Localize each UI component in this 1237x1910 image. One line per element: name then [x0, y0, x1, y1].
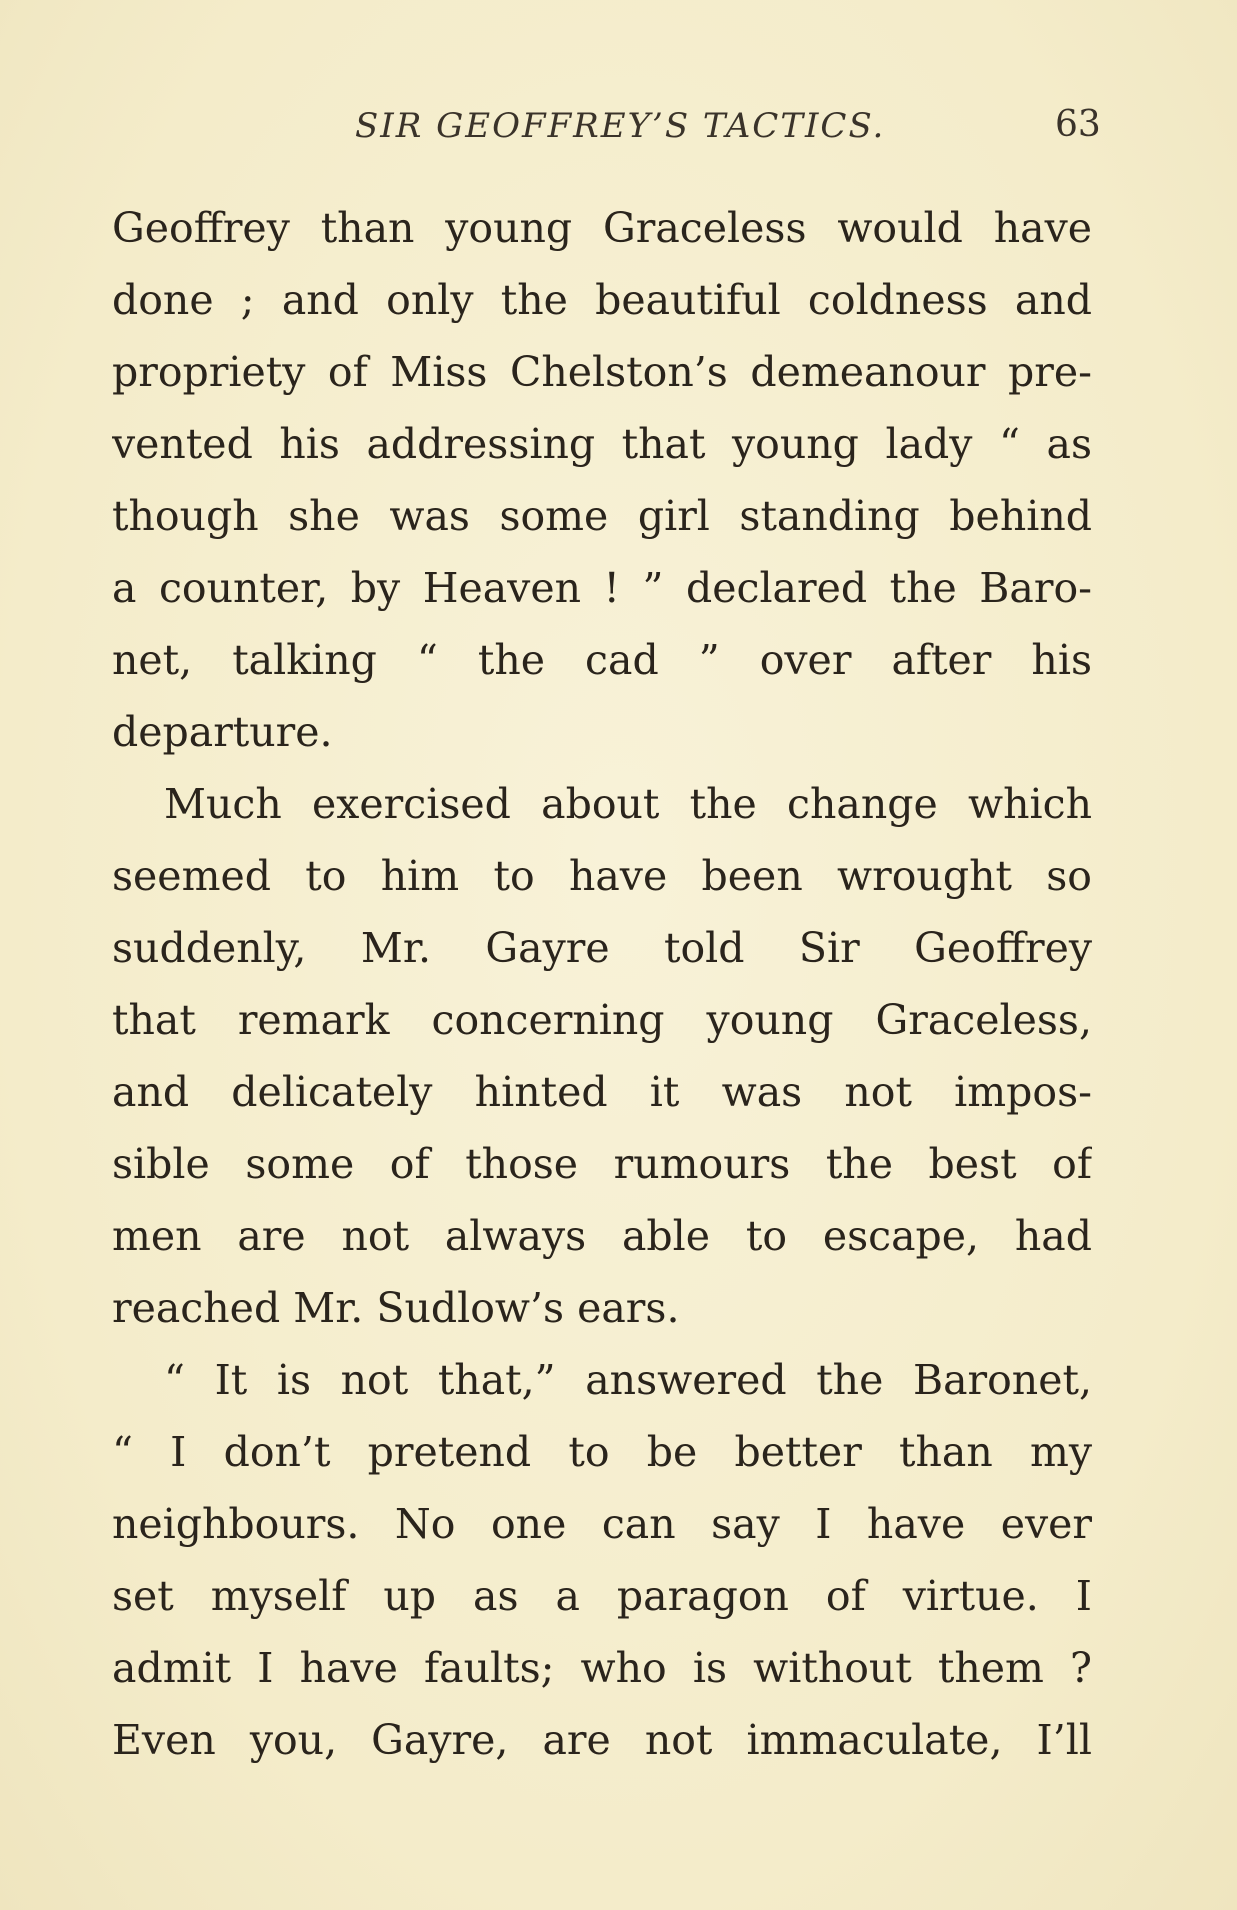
text-line: admit I have faults; who is without them ?	[112, 1644, 1092, 1692]
text-line: suddenly, Mr. Gayre told Sir Geoffrey	[112, 924, 1092, 972]
text-line: sible some of those rumours the best of	[112, 1140, 1092, 1188]
text-line: vented his addressing that young lady “ as	[112, 420, 1092, 468]
text-line: men are not always able to escape, had	[112, 1212, 1092, 1260]
text-line: and delicately hinted it was not impos-	[112, 1068, 1092, 1116]
text-line: departure.	[112, 708, 333, 756]
text-line: Much exercised about the change which	[164, 780, 1092, 828]
body-text	[112, 192, 1092, 1776]
text-line: Even you, Gayre, are not immaculate, I’ll	[112, 1716, 1092, 1764]
text-line: set myself up as a paragon of virtue. I	[112, 1572, 1092, 1620]
text-line: Geoffrey than young Graceless would have	[112, 204, 1092, 252]
text-line: a counter, by Heaven ! ” declared the Baro-	[112, 564, 1092, 612]
text-line: “ It is not that,” answered the Baronet,	[164, 1356, 1092, 1404]
running-title: SIR GEOFFREY’S TACTICS.	[355, 106, 886, 146]
text-line: reached Mr. Sudlow’s ears.	[112, 1284, 680, 1332]
text-line: propriety of Miss Chelston’s demeanour pre-	[112, 348, 1092, 396]
text-line: seemed to him to have been wrought so	[112, 852, 1092, 900]
text-line: done ; and only the beautiful coldness and	[112, 276, 1092, 324]
text-line: neighbours. No one can say I have ever	[112, 1500, 1092, 1548]
text-line: net, talking “ the cad ” over after his	[112, 636, 1092, 684]
text-line: that remark concerning young Graceless,	[112, 996, 1092, 1044]
text-line: though she was some girl standing behind	[112, 492, 1092, 540]
text-line: “ I don’t pretend to be better than my	[112, 1428, 1092, 1476]
page-number: 63	[1055, 104, 1101, 145]
page-header	[0, 98, 1237, 148]
